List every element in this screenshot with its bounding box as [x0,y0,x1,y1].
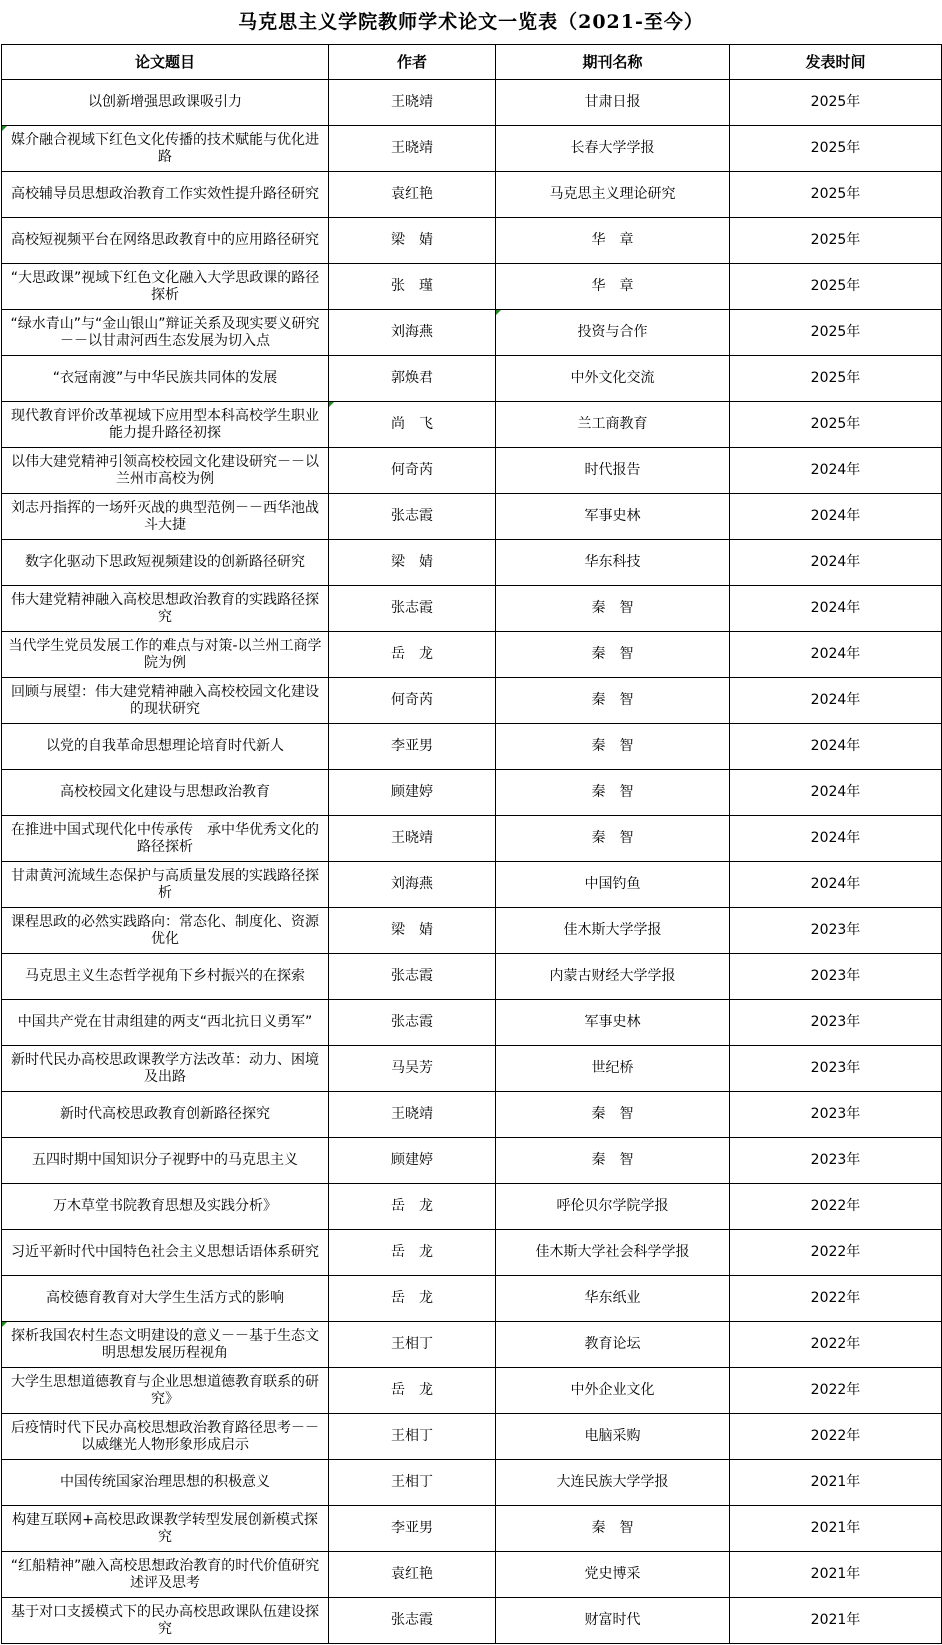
journal-cell: 秦 智 [496,1506,730,1552]
journal-cell: 时代报告 [496,448,730,494]
author-cell: 李亚男 [329,724,496,770]
journal-cell: 军事史林 [496,494,730,540]
date-cell: 2023年 [730,954,942,1000]
paper-title-cell: 新时代高校思政教育创新路径探究 [2,1092,329,1138]
author-cell: 何奇芮 [329,448,496,494]
journal-cell: 长春大学学报 [496,126,730,172]
journal-cell: 华东纸业 [496,1276,730,1322]
header-author: 作者 [329,45,496,80]
author-cell: 袁红艳 [329,1552,496,1598]
date-cell: 2024年 [730,724,942,770]
paper-title-cell: 构建互联网+高校思政课教学转型发展创新模式探究 [2,1506,329,1552]
author-cell: 梁 婧 [329,218,496,264]
paper-title-cell: 五四时期中国知识分子视野中的马克思主义 [2,1138,329,1184]
table-row [2,402,942,448]
date-cell: 2022年 [730,1230,942,1276]
table-row [2,954,942,1000]
page-title: 马克思主义学院教师学术论文一览表（2021-至今） [238,11,704,33]
table-row [2,80,942,126]
journal-cell: 华东科技 [496,540,730,586]
date-cell: 2024年 [730,586,942,632]
paper-title-cell: “绿水青山”与“金山银山”辩证关系及现实要义研究－－以甘肃河西生态发展为切入点 [2,310,329,356]
author-cell: 何奇芮 [329,678,496,724]
paper-title-cell: 后疫情时代下民办高校思想政治教育路径思考－－以威继光人物形象形成启示 [2,1414,329,1460]
paper-title-cell: 刘志丹指挥的一场歼灭战的典型范例－－西华池战斗大捷 [2,494,329,540]
table-row [2,632,942,678]
table-row [2,126,942,172]
paper-title-cell: 伟大建党精神融入高校思想政治教育的实践路径探究 [2,586,329,632]
journal-cell: 秦 智 [496,816,730,862]
date-cell: 2022年 [730,1368,942,1414]
author-cell: 王晓靖 [329,126,496,172]
journal-cell: 秦 智 [496,632,730,678]
table-row [2,172,942,218]
paper-title-cell: 回顾与展望：伟大建党精神融入高校校园文化建设的现状研究 [2,678,329,724]
paper-title-cell: 媒介融合视域下红色文化传播的技术赋能与优化进路 [2,126,329,172]
table-row [2,494,942,540]
papers-table [1,44,942,1644]
journal-cell: 内蒙古财经大学学报 [496,954,730,1000]
table-row [2,356,942,402]
paper-title-cell: 以党的自我革命思想理论培育时代新人 [2,724,329,770]
date-cell: 2025年 [730,172,942,218]
date-cell: 2025年 [730,402,942,448]
table-row [2,1230,942,1276]
table-row [2,1460,942,1506]
author-cell: 岳 龙 [329,1184,496,1230]
journal-cell: 华 章 [496,218,730,264]
journal-cell: 秦 智 [496,770,730,816]
date-cell: 2021年 [730,1598,942,1644]
journal-cell: 佳木斯大学社会科学学报 [496,1230,730,1276]
date-cell: 2025年 [730,126,942,172]
date-cell: 2025年 [730,218,942,264]
date-cell: 2024年 [730,770,942,816]
date-cell: 2024年 [730,448,942,494]
paper-title-cell: 在推进中国式现代化中传承传 承中华优秀文化的路径探析 [2,816,329,862]
author-cell: 王相丁 [329,1460,496,1506]
journal-cell: 华 章 [496,264,730,310]
author-cell: 袁红艳 [329,172,496,218]
table-row [2,1368,942,1414]
paper-title-cell: 探析我国农村生态文明建设的意义－－基于生态文明思想发展历程视角 [2,1322,329,1368]
date-cell: 2024年 [730,862,942,908]
date-cell: 2025年 [730,356,942,402]
author-cell: 李亚男 [329,1506,496,1552]
header-journal: 期刊名称 [496,45,730,80]
journal-cell: 军事史林 [496,1000,730,1046]
journal-cell: 中外文化交流 [496,356,730,402]
date-cell: 2024年 [730,632,942,678]
paper-title-cell: 马克思主义生态哲学视角下乡村振兴的在探索 [2,954,329,1000]
paper-title-cell: 高校德育教育对大学生生活方式的影响 [2,1276,329,1322]
author-cell: 王晓靖 [329,1092,496,1138]
author-cell: 梁 婧 [329,908,496,954]
paper-title-cell: 基于对口支援模式下的民办高校思政课队伍建设探究 [2,1598,329,1644]
date-cell: 2022年 [730,1414,942,1460]
journal-cell: 投资与合作 [496,310,730,356]
table-row [2,1552,942,1598]
paper-title-cell: 习近平新时代中国特色社会主义思想话语体系研究 [2,1230,329,1276]
table-row [2,1046,942,1092]
paper-title-cell: 新时代民办高校思政课教学方法改革：动力、困境及出路 [2,1046,329,1092]
journal-cell: 大连民族大学学报 [496,1460,730,1506]
table-row [2,770,942,816]
author-cell: 王相丁 [329,1414,496,1460]
journal-cell: 秦 智 [496,586,730,632]
journal-cell: 秦 智 [496,678,730,724]
author-cell: 刘海燕 [329,862,496,908]
paper-title-cell: 甘肃黄河流域生态保护与高质量发展的实践路径探析 [2,862,329,908]
date-cell: 2021年 [730,1460,942,1506]
journal-cell: 党史博采 [496,1552,730,1598]
author-cell: 张志霞 [329,494,496,540]
table-row [2,1092,942,1138]
author-cell: 尚 飞 [329,402,496,448]
date-cell: 2025年 [730,264,942,310]
paper-title-cell: 以伟大建党精神引领高校校园文化建设研究－－以兰州市高校为例 [2,448,329,494]
author-cell: 张 瑾 [329,264,496,310]
table-row [2,1322,942,1368]
table-row [2,586,942,632]
author-cell: 岳 龙 [329,1368,496,1414]
table-row [2,1598,942,1644]
table-row [2,724,942,770]
author-cell: 岳 龙 [329,1230,496,1276]
journal-cell: 呼伦贝尔学院学报 [496,1184,730,1230]
date-cell: 2024年 [730,816,942,862]
paper-title-cell: “红船精神”融入高校思想政治教育的时代价值研究述评及思考 [2,1552,329,1598]
author-cell: 郭焕君 [329,356,496,402]
journal-cell: 兰工商教育 [496,402,730,448]
author-cell: 王晓靖 [329,80,496,126]
header-title: 论文题目 [2,45,329,80]
date-cell: 2022年 [730,1322,942,1368]
author-cell: 张志霞 [329,1598,496,1644]
paper-title-cell: 现代教育评价改革视域下应用型本科高校学生职业能力提升路径初探 [2,402,329,448]
journal-cell: 秦 智 [496,1092,730,1138]
table-row [2,1138,942,1184]
author-cell: 顾建婷 [329,1138,496,1184]
paper-title-cell: 高校辅导员思想政治教育工作实效性提升路径研究 [2,172,329,218]
journal-cell: 佳木斯大学学报 [496,908,730,954]
paper-title-cell: “大思政课”视域下红色文化融入大学思政课的路径探析 [2,264,329,310]
table-row [2,310,942,356]
author-cell: 张志霞 [329,586,496,632]
date-cell: 2023年 [730,1092,942,1138]
paper-title-cell: 高校短视频平台在网络思政教育中的应用路径研究 [2,218,329,264]
table-row [2,1414,942,1460]
table-row [2,678,942,724]
table-header-row [2,45,942,80]
table-body [2,80,942,1644]
author-cell: 王相丁 [329,1322,496,1368]
paper-title-cell: “衣冠南渡”与中华民族共同体的发展 [2,356,329,402]
table-row [2,218,942,264]
paper-title-cell: 中国共产党在甘肃组建的两支“西北抗日义勇军” [2,1000,329,1046]
date-cell: 2021年 [730,1506,942,1552]
date-cell: 2022年 [730,1276,942,1322]
paper-title-cell: 大学生思想道德教育与企业思想道德教育联系的研究》 [2,1368,329,1414]
author-cell: 张志霞 [329,1000,496,1046]
table-row [2,1506,942,1552]
paper-title-cell: 中国传统国家治理思想的积极意义 [2,1460,329,1506]
table-row [2,908,942,954]
journal-cell: 财富时代 [496,1598,730,1644]
journal-cell: 秦 智 [496,1138,730,1184]
journal-cell: 教育论坛 [496,1322,730,1368]
date-cell: 2023年 [730,908,942,954]
paper-title-cell: 高校校园文化建设与思想政治教育 [2,770,329,816]
author-cell: 顾建婷 [329,770,496,816]
paper-title-cell: 万木草堂书院教育思想及实践分析》 [2,1184,329,1230]
paper-title-cell: 以创新增强思政课吸引力 [2,80,329,126]
author-cell: 刘海燕 [329,310,496,356]
date-cell: 2025年 [730,80,942,126]
date-cell: 2023年 [730,1138,942,1184]
table-row [2,1184,942,1230]
table-row [2,540,942,586]
paper-title-cell: 数字化驱动下思政短视频建设的创新路径研究 [2,540,329,586]
date-cell: 2024年 [730,494,942,540]
journal-cell: 甘肃日报 [496,80,730,126]
author-cell: 岳 龙 [329,632,496,678]
date-cell: 2024年 [730,678,942,724]
table-row [2,448,942,494]
author-cell: 王晓靖 [329,816,496,862]
table-row [2,1000,942,1046]
journal-cell: 中外企业文化 [496,1368,730,1414]
author-cell: 岳 龙 [329,1276,496,1322]
date-cell: 2023年 [730,1000,942,1046]
author-cell: 梁 婧 [329,540,496,586]
table-row [2,816,942,862]
author-cell: 马吴芳 [329,1046,496,1092]
table-row [2,1276,942,1322]
header-date: 发表时间 [730,45,942,80]
journal-cell: 电脑采购 [496,1414,730,1460]
paper-title-cell: 课程思政的必然实践路向：常态化、制度化、资源优化 [2,908,329,954]
table-row [2,862,942,908]
journal-cell: 世纪桥 [496,1046,730,1092]
date-cell: 2022年 [730,1184,942,1230]
date-cell: 2023年 [730,1046,942,1092]
date-cell: 2021年 [730,1552,942,1598]
date-cell: 2024年 [730,540,942,586]
table-row [2,264,942,310]
journal-cell: 马克思主义理论研究 [496,172,730,218]
journal-cell: 秦 智 [496,724,730,770]
author-cell: 张志霞 [329,954,496,1000]
date-cell: 2025年 [730,310,942,356]
journal-cell: 中国钓鱼 [496,862,730,908]
paper-title-cell: 当代学生党员发展工作的难点与对策-以兰州工商学院为例 [2,632,329,678]
